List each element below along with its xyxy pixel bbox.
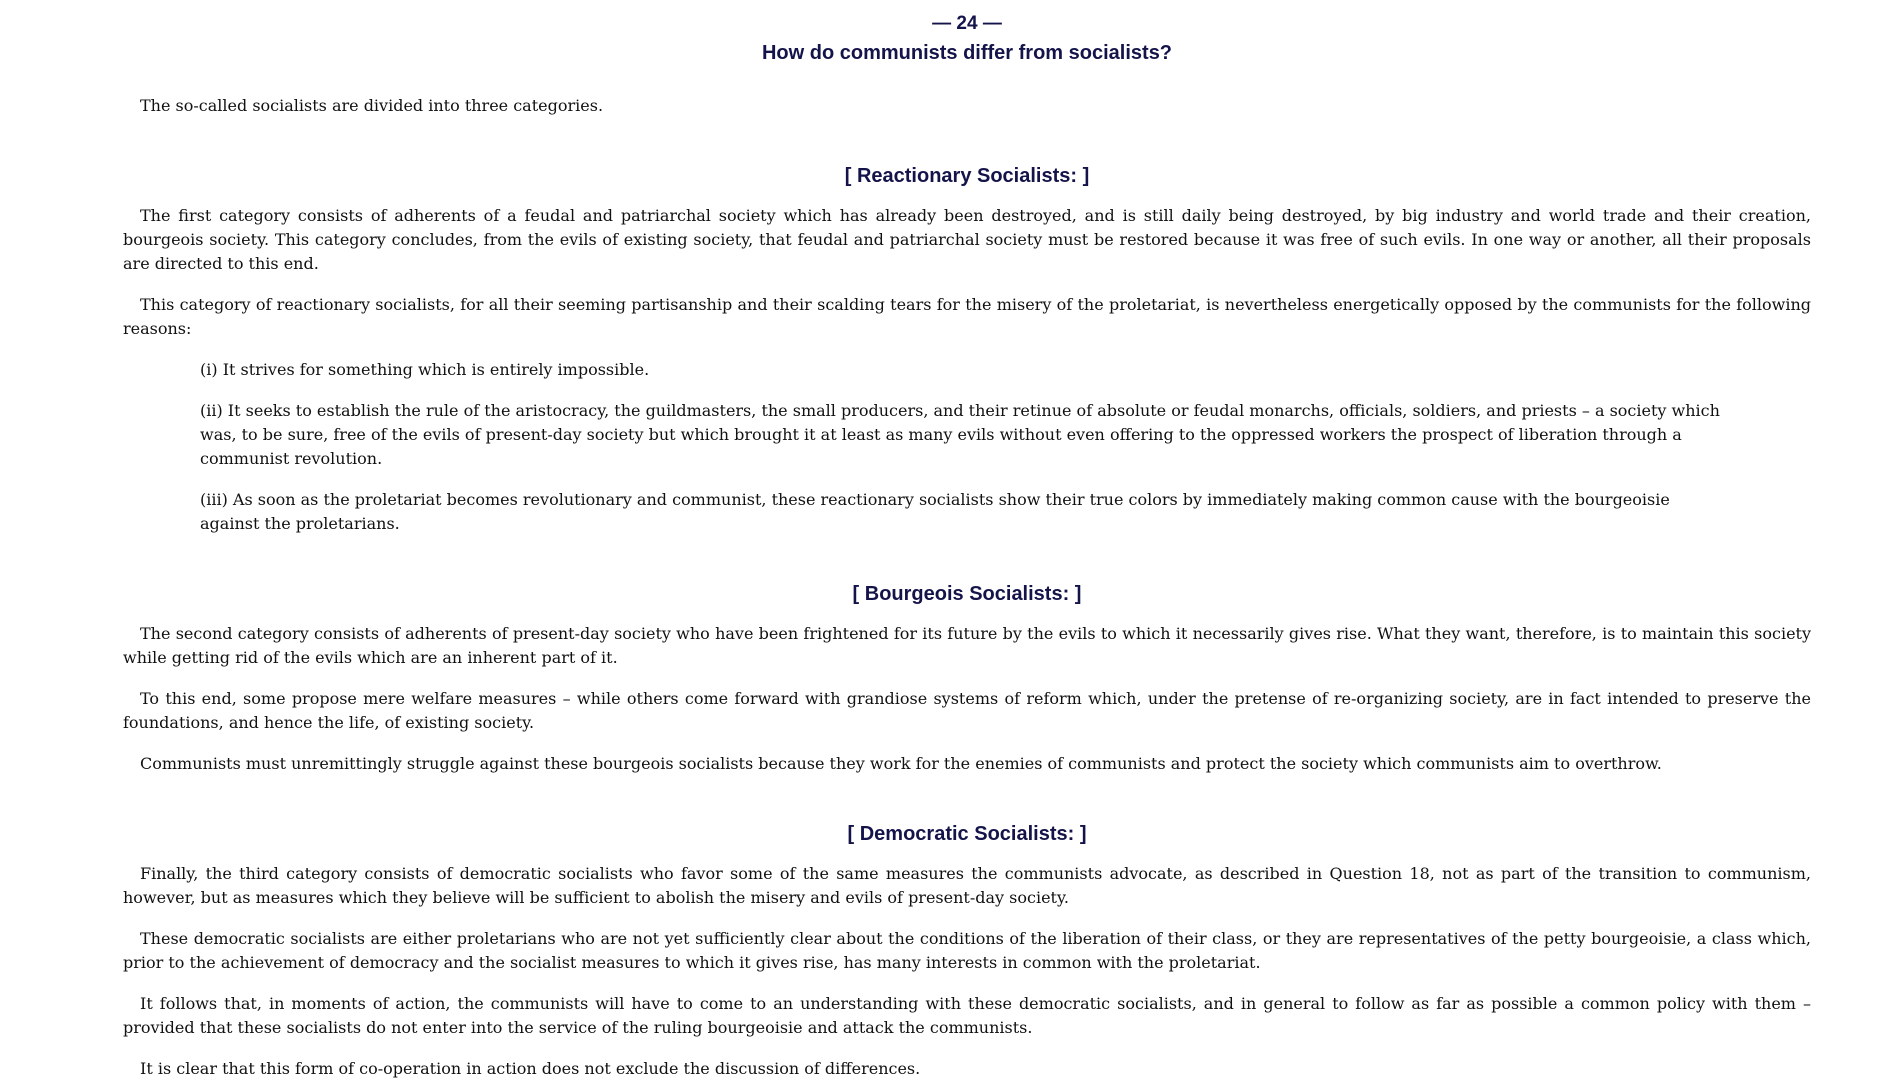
page-number: — 24 — bbox=[932, 13, 1002, 34]
paragraph: This category of reactionary socialists, for all their seeming partisanship and their scalding tears for the misery of the proletariat, is nevertheless energetically opposed by the communists for the following reasons: bbox=[123, 295, 1811, 338]
section-heading-bourgeois: [ Bourgeois Socialists: ] bbox=[852, 583, 1082, 605]
paragraph: It follows that, in moments of action, the communists will have to come to an understanding with these democratic socialists, and in general to follow as far as possible a common policy with them – provided that these socialists do not enter into the service of the ruling bourgeoisie and attack the communists. bbox=[123, 994, 1811, 1037]
section-heading-reactionary: [ Reactionary Socialists: ] bbox=[844, 165, 1090, 187]
paragraph: It is clear that this form of co-operation in action does not exclude the discussion of differences. bbox=[140, 1059, 921, 1078]
list-item: (ii) It seeks to establish the rule of the aristocracy, the guildmasters, the small producers, and their retinue of absolute or feudal monarchs, officials, soldiers, and priests – a society which was, to be sure, free of the evils of present-day society but which brought it at least as many evils without even offering to the oppressed workers the prospect of liberation through a communist revolution. bbox=[200, 401, 1720, 468]
paragraph: Finally, the third category consists of democratic socialists who favor some of the same measures the communists advocate, as described in Question 18, not as part of the transition to communism, however, but as measures which they believe will be sufficient to abolish the misery and evils of present-day society. bbox=[123, 864, 1811, 907]
list-item: (i) It strives for something which is entirely impossible. bbox=[200, 360, 650, 379]
page-title: How do communists differ from socialists? bbox=[761, 42, 1173, 64]
document-page bbox=[123, 0, 1811, 1081]
paragraph: These democratic socialists are either proletarians who are not yet sufficiently clear about the conditions of the liberation of their class, or they are representatives of the petty bourgeoisie, a class which, prior to the achievement of democracy and the socialist measures to which it gives rise, has many interests in common with the proletariat. bbox=[123, 929, 1811, 972]
paragraph: The first category consists of adherents of a feudal and patriarchal society which has already been destroyed, and is still daily being destroyed, by big industry and world trade and their creation, bourgeois society. This category concludes, from the evils of existing society, that feudal and patriarchal society must be restored because it was free of such evils. In one way or another, all their proposals are directed to this end. bbox=[123, 206, 1811, 273]
paragraph: The second category consists of adherents of present-day society who have been frightened for its future by the evils to which it necessarily gives rise. What they want, therefore, is to maintain this society while getting rid of the evils which are an inherent part of it. bbox=[123, 624, 1811, 667]
intro-paragraph: The so-called socialists are divided into three categories. bbox=[140, 96, 604, 115]
section-heading-democratic: [ Democratic Socialists: ] bbox=[847, 823, 1087, 845]
paragraph: Communists must unremittingly struggle against these bourgeois socialists because they work for the enemies of communists and protect the society which communists aim to overthrow. bbox=[140, 754, 1662, 773]
paragraph: To this end, some propose mere welfare measures – while others come forward with grandiose systems of reform which, under the pretense of re-organizing society, are in fact intended to preserve the foundations, and hence the life, of existing society. bbox=[123, 689, 1811, 732]
list-item: (iii) As soon as the proletariat becomes revolutionary and communist, these reactionary socialists show their true colors by immediately making common cause with the bourgeoisie against the proletarians. bbox=[200, 490, 1670, 533]
page-header bbox=[123, 13, 1811, 65]
